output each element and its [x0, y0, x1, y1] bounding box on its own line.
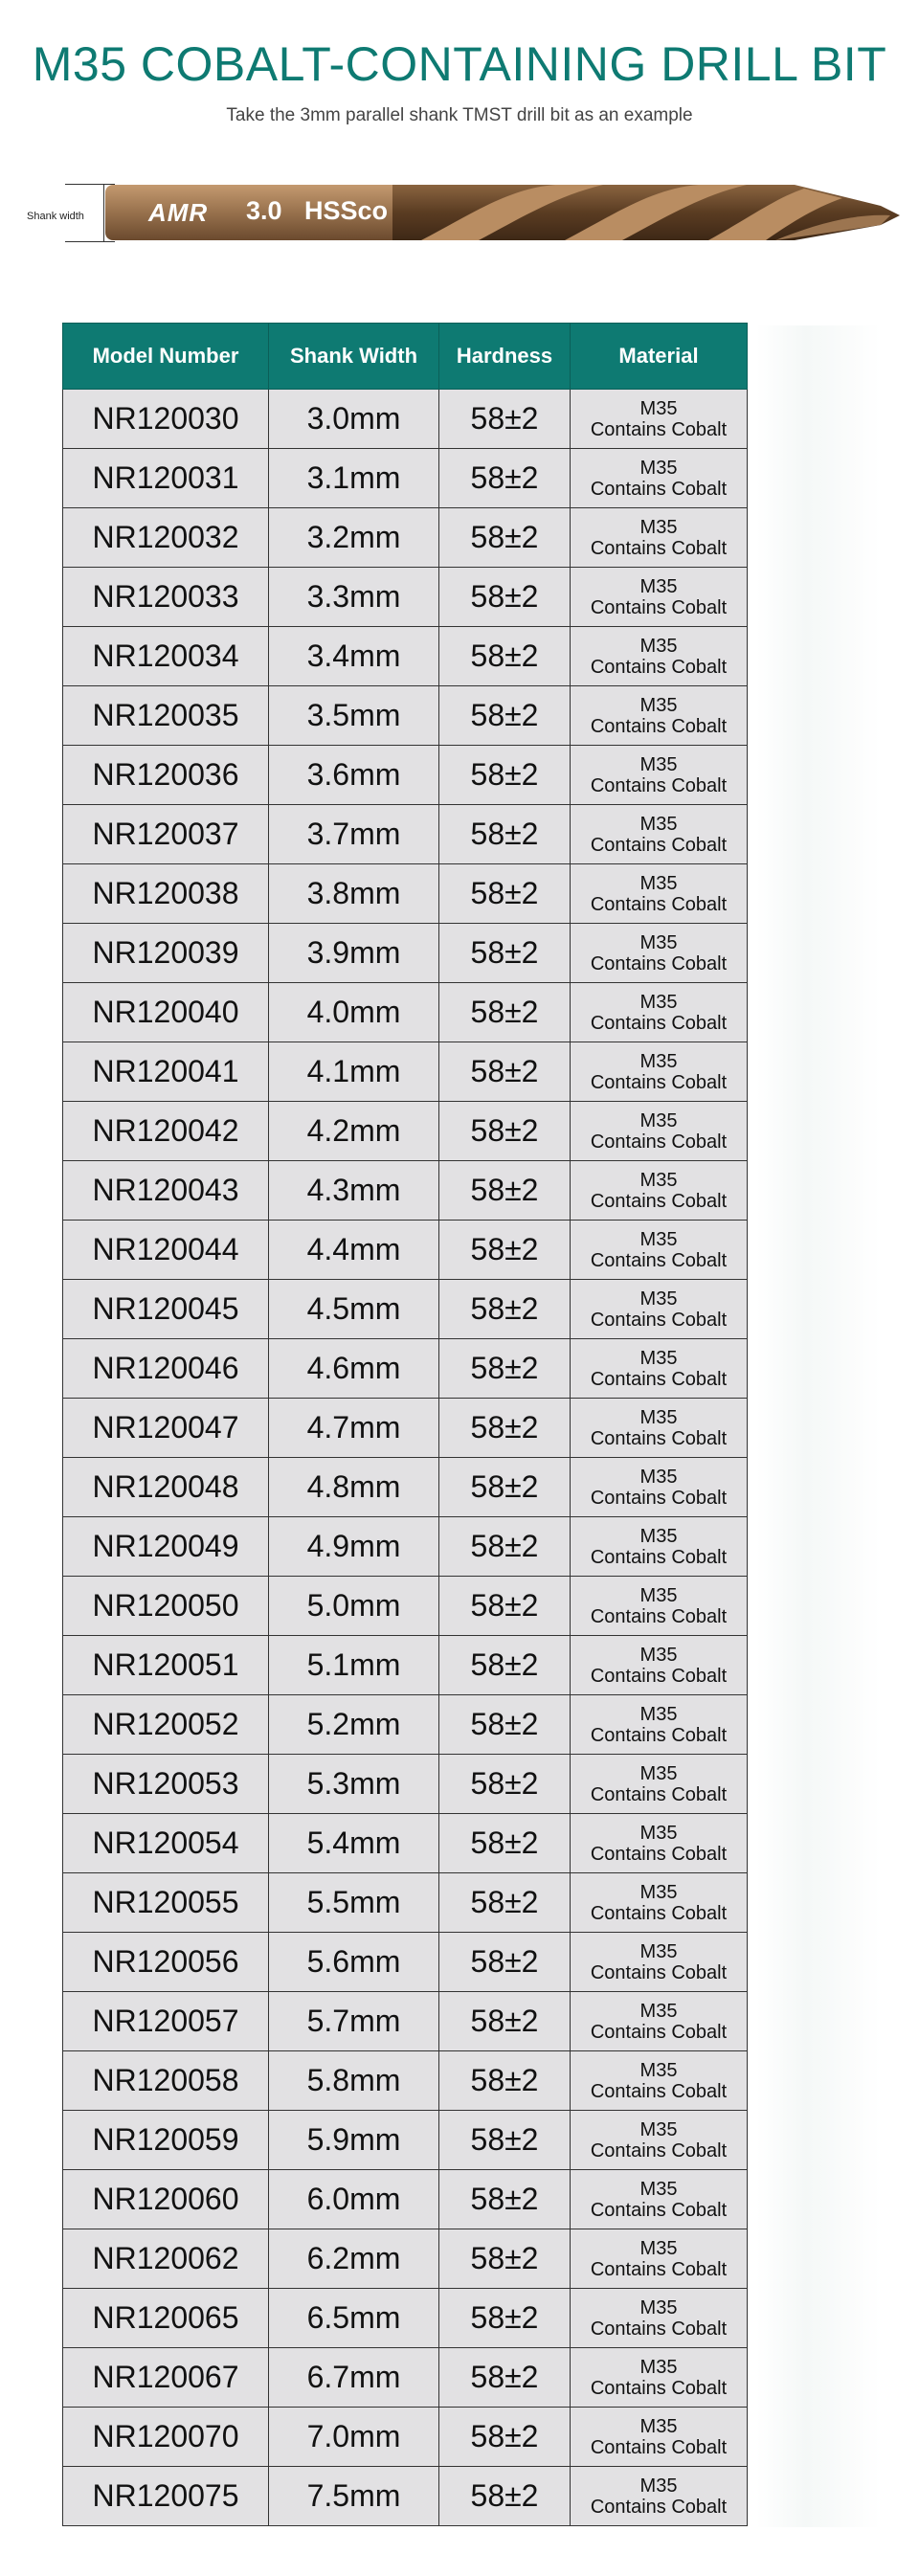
- material-grade: M35: [639, 931, 678, 953]
- header-shank-width: Shank Width: [269, 324, 439, 390]
- material-note: Contains Cobalt: [590, 1368, 728, 1390]
- cell-model-number: NR120059: [63, 2111, 269, 2170]
- shank-width-label: Shank width: [27, 211, 84, 222]
- material-grade: M35: [639, 2118, 678, 2140]
- cell-material: [571, 2170, 748, 2229]
- cell-shank-width: 5.4mm: [269, 1814, 439, 1873]
- cell-shank-width: 4.0mm: [269, 983, 439, 1042]
- material-grade: M35: [639, 1525, 678, 1547]
- cell-model-number: NR120042: [63, 1102, 269, 1161]
- cell-material: [571, 1933, 748, 1992]
- cell-shank-width: 5.9mm: [269, 2111, 439, 2170]
- table-row: [63, 568, 748, 627]
- cell-model-number: NR120039: [63, 924, 269, 983]
- material-note: Contains Cobalt: [590, 834, 728, 856]
- cell-shank-width: 4.2mm: [269, 1102, 439, 1161]
- cell-model-number: NR120048: [63, 1458, 269, 1517]
- cell-material: [571, 2467, 748, 2526]
- material-grade: M35: [639, 1881, 678, 1903]
- cell-shank-width: 3.9mm: [269, 924, 439, 983]
- material-grade: M35: [639, 2475, 678, 2497]
- cell-shank-width: 6.7mm: [269, 2348, 439, 2408]
- material-note: Contains Cobalt: [590, 952, 728, 974]
- cell-material: [571, 864, 748, 924]
- cell-material: [571, 1814, 748, 1873]
- material-note: Contains Cobalt: [590, 1961, 728, 1983]
- cell-hardness: 58±2: [439, 2289, 571, 2348]
- table-row: [63, 1695, 748, 1755]
- table-row: [63, 1755, 748, 1814]
- cell-material: [571, 1873, 748, 1933]
- cell-material: [571, 390, 748, 449]
- cell-material: [571, 1221, 748, 1280]
- material-grade: M35: [639, 1703, 678, 1725]
- cell-material: [571, 746, 748, 805]
- material-note: Contains Cobalt: [590, 1071, 728, 1093]
- cell-model-number: NR120044: [63, 1221, 269, 1280]
- cell-material: [571, 2348, 748, 2408]
- cell-material: [571, 1517, 748, 1577]
- cell-model-number: NR120031: [63, 449, 269, 508]
- cell-model-number: NR120036: [63, 746, 269, 805]
- cell-model-number: NR120052: [63, 1695, 269, 1755]
- cell-hardness: 58±2: [439, 805, 571, 864]
- material-note: Contains Cobalt: [590, 1605, 728, 1627]
- cell-hardness: 58±2: [439, 2170, 571, 2229]
- table-row: [63, 805, 748, 864]
- table-row: [63, 2111, 748, 2170]
- cell-model-number: NR120055: [63, 1873, 269, 1933]
- table-row: [63, 2229, 748, 2289]
- cell-material: [571, 983, 748, 1042]
- cell-shank-width: 4.3mm: [269, 1161, 439, 1221]
- material-note: Contains Cobalt: [590, 1427, 728, 1449]
- material-grade: M35: [639, 1406, 678, 1428]
- table-header-row: [63, 324, 748, 390]
- cell-model-number: NR120043: [63, 1161, 269, 1221]
- cell-material: [571, 1755, 748, 1814]
- cell-material: [571, 568, 748, 627]
- table-row: [63, 1399, 748, 1458]
- cell-model-number: NR120057: [63, 1992, 269, 2051]
- cell-material: [571, 2408, 748, 2467]
- specs-table: [62, 323, 748, 2526]
- cell-shank-width: 4.8mm: [269, 1458, 439, 1517]
- table-row: [63, 627, 748, 686]
- page-subtitle: Take the 3mm parallel shank TMST drill bit as an example: [226, 105, 693, 125]
- material-note: Contains Cobalt: [590, 2496, 728, 2518]
- table-row: [63, 2289, 748, 2348]
- material-note: Contains Cobalt: [590, 1012, 728, 1034]
- cell-shank-width: 3.1mm: [269, 449, 439, 508]
- cell-hardness: 58±2: [439, 1517, 571, 1577]
- cell-shank-width: 5.0mm: [269, 1577, 439, 1636]
- cell-hardness: 58±2: [439, 2051, 571, 2111]
- material-grade: M35: [639, 694, 678, 716]
- cell-shank-width: 7.0mm: [269, 2408, 439, 2467]
- header-model-number: Model Number: [63, 324, 269, 390]
- table-row: [63, 1577, 748, 1636]
- cell-shank-width: 4.7mm: [269, 1399, 439, 1458]
- material-grade: M35: [639, 753, 678, 775]
- cell-hardness: 58±2: [439, 1636, 571, 1695]
- cell-hardness: 58±2: [439, 390, 571, 449]
- material-note: Contains Cobalt: [590, 1131, 728, 1153]
- table-row: [63, 2051, 748, 2111]
- cell-shank-width: 3.8mm: [269, 864, 439, 924]
- cell-hardness: 58±2: [439, 1399, 571, 1458]
- material-grade: M35: [639, 1169, 678, 1191]
- material-note: Contains Cobalt: [590, 1843, 728, 1865]
- cell-hardness: 58±2: [439, 1221, 571, 1280]
- cell-model-number: NR120060: [63, 2170, 269, 2229]
- material-note: Contains Cobalt: [590, 418, 728, 440]
- table-row: [63, 2170, 748, 2229]
- cell-hardness: 58±2: [439, 983, 571, 1042]
- table-row: [63, 449, 748, 508]
- table-row: [63, 864, 748, 924]
- material-note: Contains Cobalt: [590, 1190, 728, 1212]
- cell-material: [571, 686, 748, 746]
- cell-material: [571, 627, 748, 686]
- cell-hardness: 58±2: [439, 1755, 571, 1814]
- cell-model-number: NR120053: [63, 1755, 269, 1814]
- cell-material: [571, 2229, 748, 2289]
- cell-model-number: NR120070: [63, 2408, 269, 2467]
- cell-shank-width: 6.2mm: [269, 2229, 439, 2289]
- table-row: [63, 1933, 748, 1992]
- material-note: Contains Cobalt: [590, 2139, 728, 2162]
- cell-material: [571, 805, 748, 864]
- material-grade: M35: [639, 2178, 678, 2200]
- cell-model-number: NR120047: [63, 1399, 269, 1458]
- cell-model-number: NR120051: [63, 1636, 269, 1695]
- material-note: Contains Cobalt: [590, 2080, 728, 2102]
- table-row: [63, 686, 748, 746]
- cell-hardness: 58±2: [439, 627, 571, 686]
- table-row: [63, 1221, 748, 1280]
- cell-material: [571, 1577, 748, 1636]
- cell-model-number: NR120045: [63, 1280, 269, 1339]
- cell-shank-width: 6.5mm: [269, 2289, 439, 2348]
- cell-hardness: 58±2: [439, 1280, 571, 1339]
- material-note: Contains Cobalt: [590, 1546, 728, 1568]
- cell-material: [571, 2289, 748, 2348]
- material-note: Contains Cobalt: [590, 2021, 728, 2043]
- cell-material: [571, 449, 748, 508]
- material-note: Contains Cobalt: [590, 1309, 728, 1331]
- cell-hardness: 58±2: [439, 2408, 571, 2467]
- cell-hardness: 58±2: [439, 1458, 571, 1517]
- material-grade: M35: [639, 397, 678, 419]
- drill-material-text: HSSco: [304, 196, 389, 225]
- table-row: [63, 1280, 748, 1339]
- table-row: [63, 2408, 748, 2467]
- table-row: [63, 983, 748, 1042]
- cell-model-number: NR120065: [63, 2289, 269, 2348]
- material-grade: M35: [639, 991, 678, 1013]
- cell-material: [571, 2051, 748, 2111]
- cell-material: [571, 1695, 748, 1755]
- material-note: Contains Cobalt: [590, 478, 728, 500]
- cell-shank-width: 4.4mm: [269, 1221, 439, 1280]
- material-note: Contains Cobalt: [590, 774, 728, 796]
- table-row: [63, 1102, 748, 1161]
- material-note: Contains Cobalt: [590, 1902, 728, 1924]
- cell-model-number: NR120032: [63, 508, 269, 568]
- cell-hardness: 58±2: [439, 1102, 571, 1161]
- material-grade: M35: [639, 2415, 678, 2437]
- cell-hardness: 58±2: [439, 2229, 571, 2289]
- cell-model-number: NR120075: [63, 2467, 269, 2526]
- cell-hardness: 58±2: [439, 864, 571, 924]
- cell-hardness: 58±2: [439, 924, 571, 983]
- material-note: Contains Cobalt: [590, 1487, 728, 1509]
- cell-shank-width: 6.0mm: [269, 2170, 439, 2229]
- cell-material: [571, 1280, 748, 1339]
- material-note: Contains Cobalt: [590, 715, 728, 737]
- material-note: Contains Cobalt: [590, 656, 728, 678]
- material-grade: M35: [639, 2356, 678, 2378]
- material-grade: M35: [639, 1347, 678, 1369]
- drill-bit-image: [105, 177, 900, 249]
- table-row: [63, 1992, 748, 2051]
- drill-illustration: [0, 177, 919, 258]
- material-grade: M35: [639, 1584, 678, 1606]
- cell-shank-width: 5.1mm: [269, 1636, 439, 1695]
- cell-material: [571, 924, 748, 983]
- cell-material: [571, 508, 748, 568]
- material-grade: M35: [639, 2237, 678, 2259]
- material-grade: M35: [639, 872, 678, 894]
- material-note: Contains Cobalt: [590, 537, 728, 559]
- cell-material: [571, 1102, 748, 1161]
- cell-hardness: 58±2: [439, 2467, 571, 2526]
- material-grade: M35: [639, 1228, 678, 1250]
- material-grade: M35: [639, 635, 678, 657]
- material-grade: M35: [639, 1940, 678, 1962]
- cell-hardness: 58±2: [439, 1161, 571, 1221]
- table-row: [63, 1339, 748, 1399]
- cell-material: [571, 1992, 748, 2051]
- cell-hardness: 58±2: [439, 1042, 571, 1102]
- material-note: Contains Cobalt: [590, 2318, 728, 2340]
- cell-hardness: 58±2: [439, 2348, 571, 2408]
- cell-model-number: NR120056: [63, 1933, 269, 1992]
- material-grade: M35: [639, 1762, 678, 1784]
- material-grade: M35: [639, 457, 678, 479]
- cell-material: [571, 1399, 748, 1458]
- cell-material: [571, 2111, 748, 2170]
- cell-hardness: 58±2: [439, 449, 571, 508]
- cell-shank-width: 3.7mm: [269, 805, 439, 864]
- cell-model-number: NR120067: [63, 2348, 269, 2408]
- table-row: [63, 1814, 748, 1873]
- cell-shank-width: 4.5mm: [269, 1280, 439, 1339]
- cell-shank-width: 5.3mm: [269, 1755, 439, 1814]
- cell-shank-width: 3.0mm: [269, 390, 439, 449]
- cell-shank-width: 4.6mm: [269, 1339, 439, 1399]
- table-row: [63, 508, 748, 568]
- page-title: M35 COBALT-CONTAINING DRILL BIT: [32, 37, 887, 91]
- material-note: Contains Cobalt: [590, 1249, 728, 1271]
- material-grade: M35: [639, 516, 678, 538]
- cell-hardness: 58±2: [439, 1814, 571, 1873]
- material-grade: M35: [639, 813, 678, 835]
- material-note: Contains Cobalt: [590, 2258, 728, 2280]
- material-grade: M35: [639, 2000, 678, 2022]
- cell-material: [571, 1161, 748, 1221]
- material-note: Contains Cobalt: [590, 1665, 728, 1687]
- cell-shank-width: 4.9mm: [269, 1517, 439, 1577]
- cell-hardness: 58±2: [439, 1577, 571, 1636]
- cell-model-number: NR120037: [63, 805, 269, 864]
- table-row: [63, 2467, 748, 2526]
- table-row: [63, 1458, 748, 1517]
- cell-shank-width: 5.7mm: [269, 1992, 439, 2051]
- table-row: [63, 1636, 748, 1695]
- cell-material: [571, 1458, 748, 1517]
- cell-material: [571, 1636, 748, 1695]
- table-row: [63, 2348, 748, 2408]
- material-note: Contains Cobalt: [590, 893, 728, 915]
- material-grade: M35: [639, 1050, 678, 1072]
- material-grade: M35: [639, 2296, 678, 2318]
- material-note: Contains Cobalt: [590, 596, 728, 618]
- cell-shank-width: 7.5mm: [269, 2467, 439, 2526]
- material-note: Contains Cobalt: [590, 2377, 728, 2399]
- cell-shank-width: 3.4mm: [269, 627, 439, 686]
- cell-model-number: NR120038: [63, 864, 269, 924]
- cell-shank-width: 3.2mm: [269, 508, 439, 568]
- cell-shank-width: 5.2mm: [269, 1695, 439, 1755]
- cell-hardness: 58±2: [439, 508, 571, 568]
- table-row: [63, 924, 748, 983]
- cell-hardness: 58±2: [439, 1873, 571, 1933]
- cell-model-number: NR120034: [63, 627, 269, 686]
- drill-brand-logo: AMR: [148, 198, 209, 227]
- cell-shank-width: 5.5mm: [269, 1873, 439, 1933]
- material-grade: M35: [639, 575, 678, 597]
- cell-shank-width: 3.5mm: [269, 686, 439, 746]
- material-grade: M35: [639, 1288, 678, 1310]
- material-note: Contains Cobalt: [590, 2199, 728, 2221]
- cell-material: [571, 1339, 748, 1399]
- cell-hardness: 58±2: [439, 1992, 571, 2051]
- cell-shank-width: 4.1mm: [269, 1042, 439, 1102]
- table-body: [63, 390, 748, 2526]
- cell-shank-width: 5.8mm: [269, 2051, 439, 2111]
- material-note: Contains Cobalt: [590, 1724, 728, 1746]
- cell-hardness: 58±2: [439, 746, 571, 805]
- table-row: [63, 1161, 748, 1221]
- cell-model-number: NR120058: [63, 2051, 269, 2111]
- material-grade: M35: [639, 1644, 678, 1666]
- material-grade: M35: [639, 1466, 678, 1488]
- drill-size-text: 3.0: [246, 196, 282, 225]
- table-row: [63, 746, 748, 805]
- cell-shank-width: 3.3mm: [269, 568, 439, 627]
- cell-model-number: NR120054: [63, 1814, 269, 1873]
- header-material: Material: [571, 324, 748, 390]
- material-grade: M35: [639, 1822, 678, 1844]
- cell-hardness: 58±2: [439, 1339, 571, 1399]
- table-row: [63, 1042, 748, 1102]
- cell-model-number: NR120041: [63, 1042, 269, 1102]
- cell-shank-width: 3.6mm: [269, 746, 439, 805]
- cell-model-number: NR120050: [63, 1577, 269, 1636]
- cell-model-number: NR120035: [63, 686, 269, 746]
- table-row: [63, 390, 748, 449]
- table-row: [63, 1517, 748, 1577]
- cell-material: [571, 1042, 748, 1102]
- background-glow: [756, 325, 881, 2527]
- material-note: Contains Cobalt: [590, 2436, 728, 2458]
- cell-hardness: 58±2: [439, 1933, 571, 1992]
- cell-model-number: NR120062: [63, 2229, 269, 2289]
- cell-hardness: 58±2: [439, 686, 571, 746]
- dimension-vertical-line: [103, 184, 104, 242]
- cell-shank-width: 5.6mm: [269, 1933, 439, 1992]
- table-row: [63, 1873, 748, 1933]
- material-grade: M35: [639, 1109, 678, 1131]
- cell-hardness: 58±2: [439, 2111, 571, 2170]
- header-hardness: Hardness: [439, 324, 571, 390]
- cell-model-number: NR120033: [63, 568, 269, 627]
- material-grade: M35: [639, 2059, 678, 2081]
- cell-model-number: NR120049: [63, 1517, 269, 1577]
- cell-hardness: 58±2: [439, 568, 571, 627]
- cell-model-number: NR120040: [63, 983, 269, 1042]
- cell-model-number: NR120046: [63, 1339, 269, 1399]
- material-note: Contains Cobalt: [590, 1783, 728, 1805]
- cell-hardness: 58±2: [439, 1695, 571, 1755]
- cell-model-number: NR120030: [63, 390, 269, 449]
